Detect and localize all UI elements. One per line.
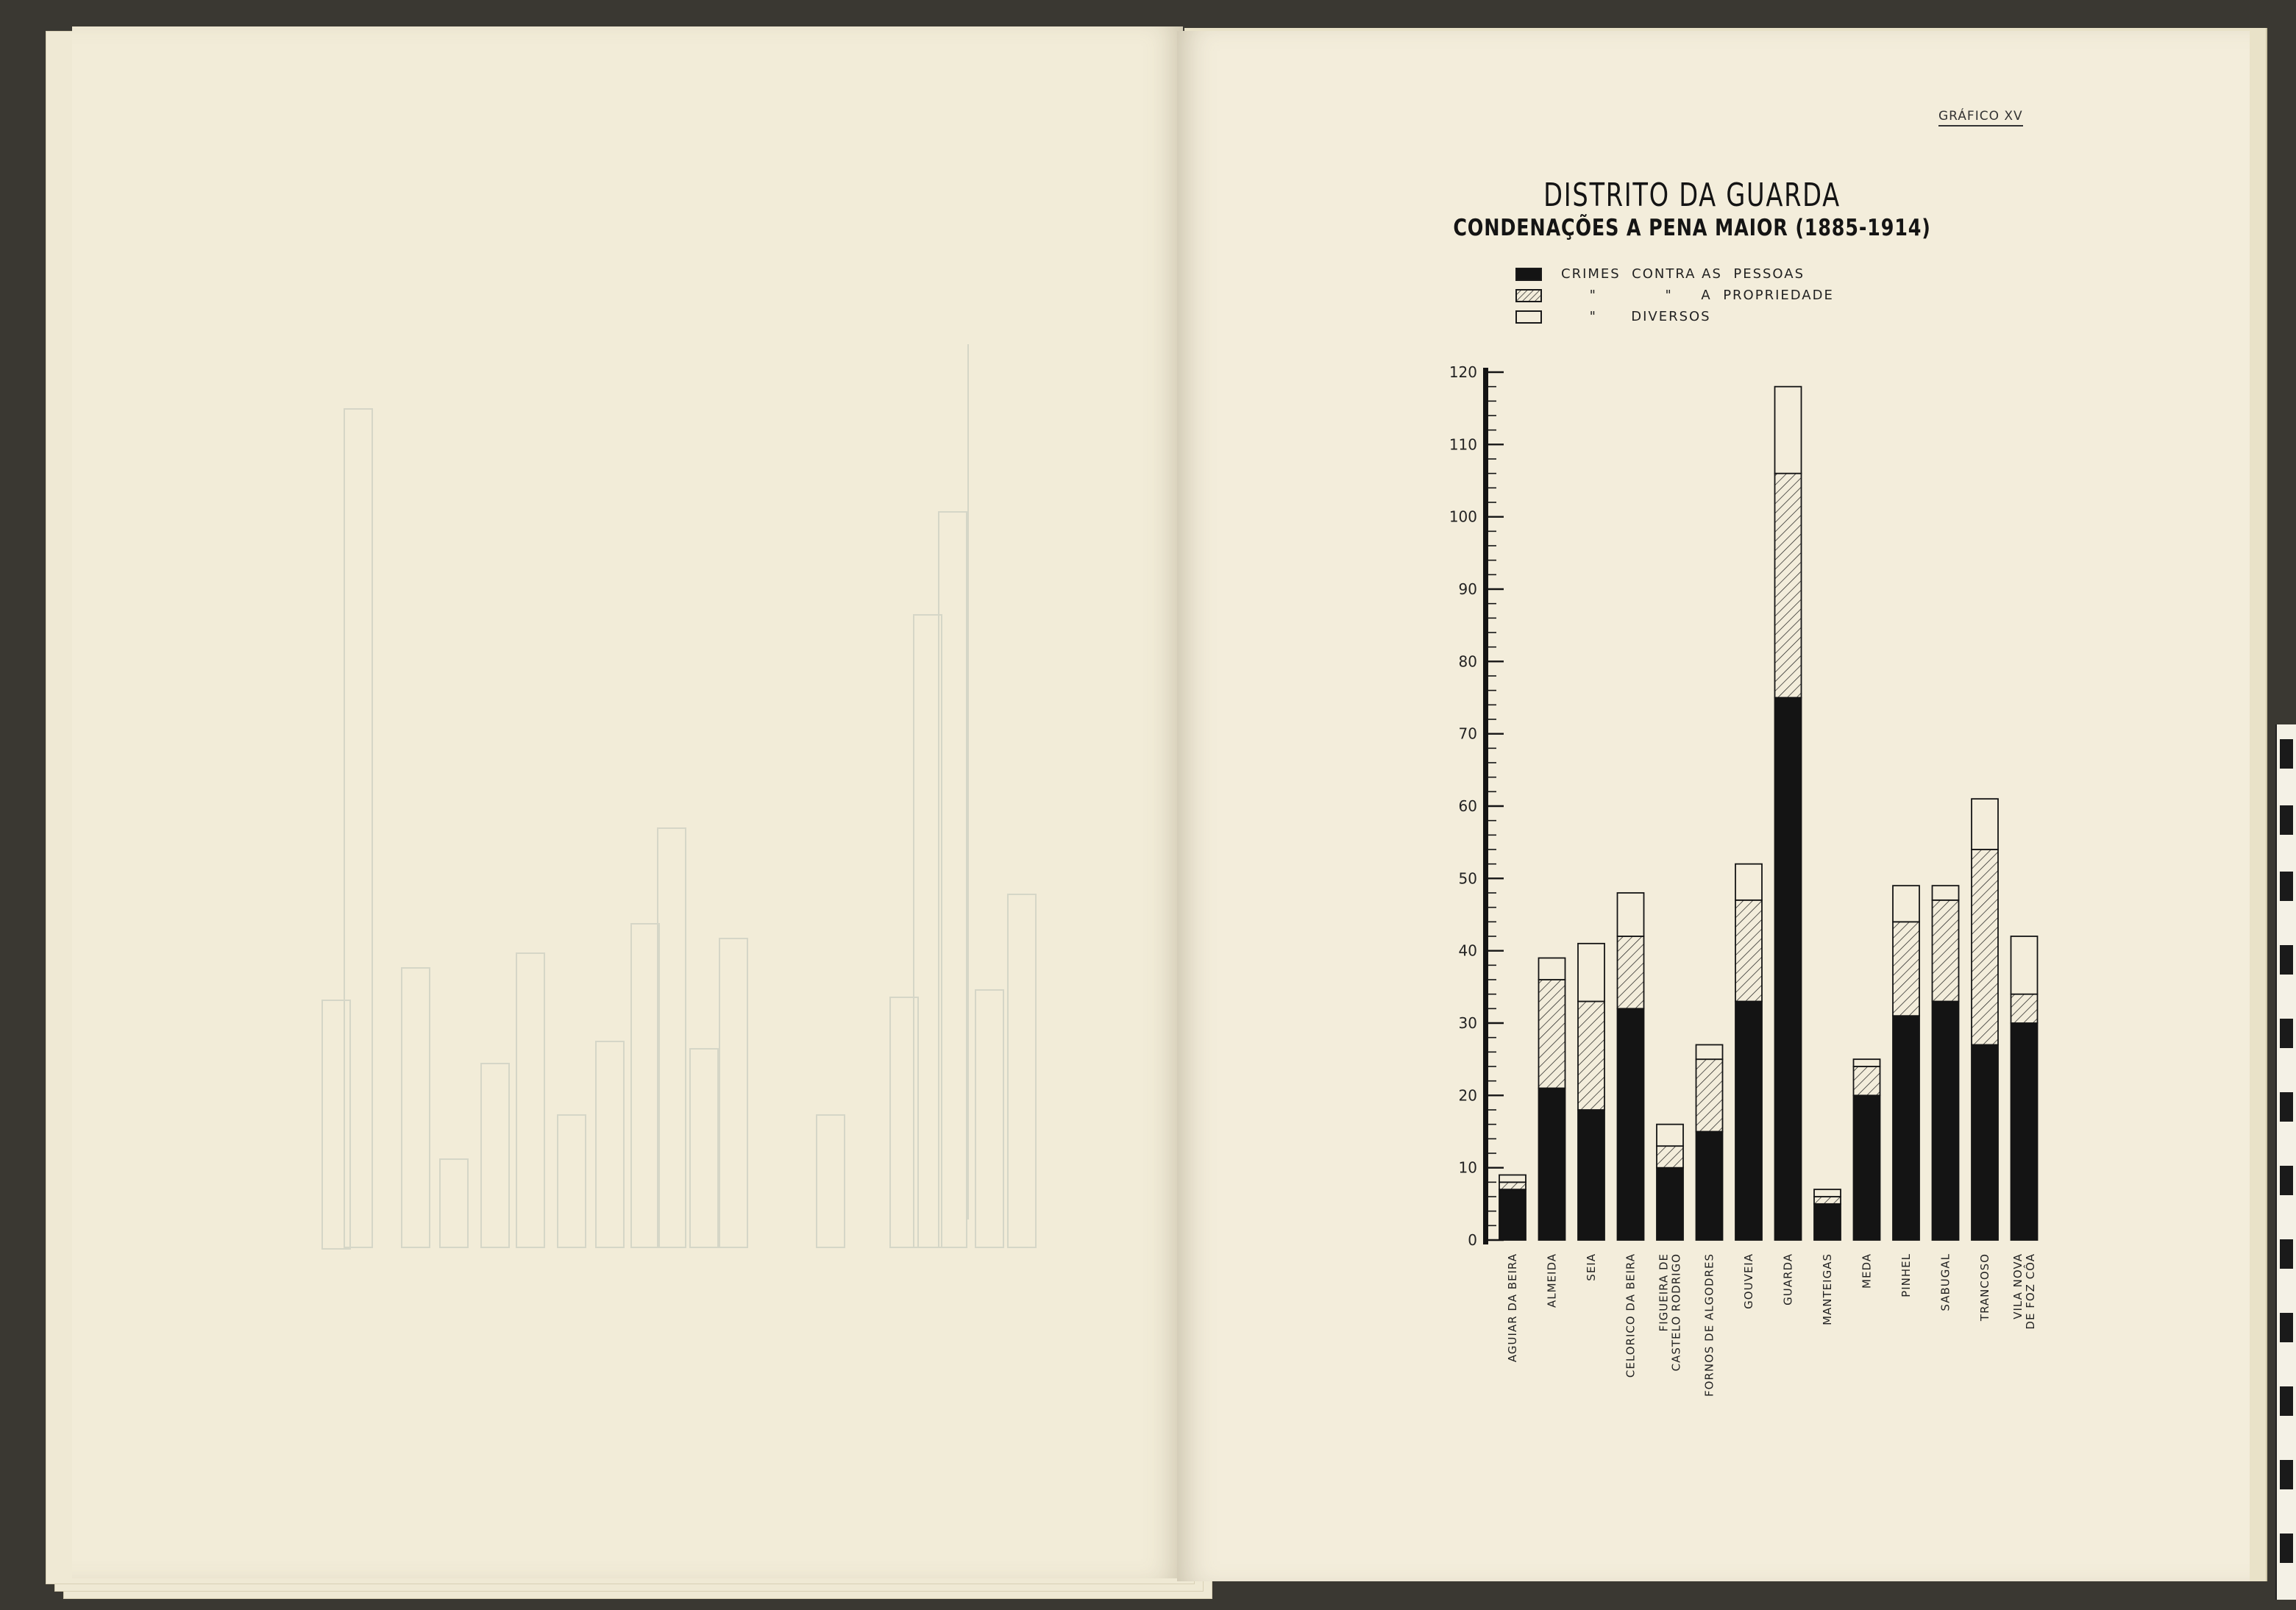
bar-segment-solid	[1499, 1189, 1526, 1240]
y-tick-label: 60	[1458, 797, 1477, 815]
bar-segment-solid	[1814, 1204, 1841, 1240]
x-category-label: SABUGAL	[1938, 1253, 1952, 1311]
x-category-label: GOUVEIA	[1742, 1253, 1755, 1309]
bar-segment-empty	[1893, 886, 1919, 922]
scale-ruler	[2275, 724, 2296, 1600]
bar-segment-hatch	[1539, 980, 1565, 1089]
bar-segment-empty	[1696, 1045, 1723, 1060]
x-category-label: TRANCOSO	[1978, 1253, 1991, 1322]
y-tick-label: 50	[1458, 869, 1477, 888]
bar-segment-hatch	[1499, 1182, 1526, 1189]
bar-segment-hatch	[1814, 1197, 1841, 1204]
bar-segment-empty	[1972, 799, 1998, 849]
bar-segment-empty	[1618, 893, 1644, 936]
y-tick-label: 90	[1458, 580, 1477, 598]
figure-label: GRÁFICO XV	[1938, 109, 2023, 127]
bar-segment-empty	[2011, 936, 2038, 994]
chart-subtitle: CONDENAÇÕES A PENA MAIOR (1885-1914)	[1453, 215, 1931, 241]
bar-segment-solid	[1539, 1089, 1565, 1241]
bar-segment-empty	[1814, 1189, 1841, 1197]
bar-segment-solid	[1696, 1132, 1723, 1241]
legend-item-propriedade	[1515, 285, 1834, 306]
legend-swatch-hatch	[1515, 289, 1542, 302]
x-category-label: ALMEIDA	[1545, 1253, 1559, 1308]
y-tick-label: 120	[1449, 363, 1477, 381]
bar-segment-solid	[1933, 1002, 1959, 1241]
x-category-label: MANTEIGAS	[1821, 1253, 1834, 1325]
bar-segment-hatch	[1735, 900, 1762, 1002]
bar-segment-empty	[1578, 944, 1604, 1002]
x-category-label: CASTELO RODRIGO	[1669, 1253, 1683, 1372]
bar-segment-hatch	[1657, 1146, 1683, 1168]
bar-segment-hatch	[1696, 1059, 1723, 1131]
y-tick-label: 40	[1458, 941, 1477, 960]
bar-segment-hatch	[1775, 474, 1802, 698]
bar-segment-hatch	[1578, 1002, 1604, 1111]
x-category-label: MEDA	[1860, 1253, 1874, 1289]
bar-segment-solid	[1735, 1002, 1762, 1241]
legend-item-pessoas	[1515, 263, 1834, 285]
legend-swatch-empty	[1515, 310, 1542, 324]
y-tick-label: 0	[1468, 1231, 1477, 1249]
bar-segment-empty	[1933, 886, 1959, 900]
y-tick-label: 20	[1458, 1086, 1477, 1105]
bar-segment-empty	[1775, 387, 1802, 474]
bar-segment-solid	[1854, 1095, 1880, 1240]
bar-segment-empty	[1539, 958, 1565, 980]
chart-title: DISTRITO DA GUARDA	[1543, 177, 1841, 214]
x-category-label: GUARDA	[1781, 1253, 1795, 1306]
y-tick-label: 110	[1449, 435, 1477, 454]
bar-segment-hatch	[1933, 900, 1959, 1002]
x-category-label: PINHEL	[1899, 1253, 1913, 1297]
x-category-label: DE FOZ CÔA	[2024, 1253, 2037, 1330]
chart-legend	[1515, 263, 1834, 327]
bar-segment-empty	[1854, 1059, 1880, 1066]
bar-segment-hatch	[1893, 922, 1919, 1016]
x-category-label: AGUIAR DA BEIRA	[1506, 1253, 1519, 1363]
stacked-bar-chart	[1420, 353, 2037, 1397]
bar-segment-empty	[1735, 864, 1762, 900]
bar-segment-solid	[1618, 1008, 1644, 1240]
legend-item-diversos	[1515, 306, 1834, 327]
y-tick-label: 10	[1458, 1158, 1477, 1177]
bar-segment-solid	[1657, 1168, 1683, 1240]
y-tick-label: 80	[1458, 652, 1477, 671]
bar-segment-empty	[1499, 1175, 1526, 1183]
legend-label: " " A PROPRIEDADE	[1561, 288, 1834, 303]
y-axis-line	[1483, 368, 1488, 1244]
y-tick-label: 100	[1449, 507, 1477, 526]
x-category-label: VILA NOVA	[2011, 1253, 2025, 1319]
bar-segment-empty	[1657, 1125, 1683, 1147]
x-category-label: SEIA	[1585, 1253, 1598, 1281]
x-category-label: FORNOS DE ALGODRES	[1702, 1253, 1716, 1397]
bleed-through-ghost	[72, 26, 1183, 1578]
legend-label: CRIMES CONTRA AS PESSOAS	[1561, 266, 1805, 282]
bar-segment-solid	[1578, 1110, 1604, 1240]
y-axis	[1449, 363, 1504, 1249]
y-tick-label: 70	[1458, 724, 1477, 743]
bar-segment-hatch	[1854, 1066, 1880, 1095]
legend-swatch-solid	[1515, 268, 1542, 281]
bar-segment-hatch	[2011, 994, 2038, 1023]
x-category-label: FIGUEIRA DE	[1657, 1253, 1671, 1332]
bar-segment-solid	[1972, 1045, 1998, 1241]
bar-segment-solid	[1893, 1016, 1919, 1240]
bar-segment-hatch	[1972, 849, 1998, 1045]
legend-label: " DIVERSOS	[1561, 309, 1711, 324]
bar-segment-solid	[1775, 698, 1802, 1241]
y-tick-label: 30	[1458, 1014, 1477, 1032]
bar-segment-hatch	[1618, 936, 1644, 1008]
x-category-label: CELORICO DA BEIRA	[1624, 1253, 1638, 1378]
bar-segment-solid	[2011, 1023, 2038, 1240]
